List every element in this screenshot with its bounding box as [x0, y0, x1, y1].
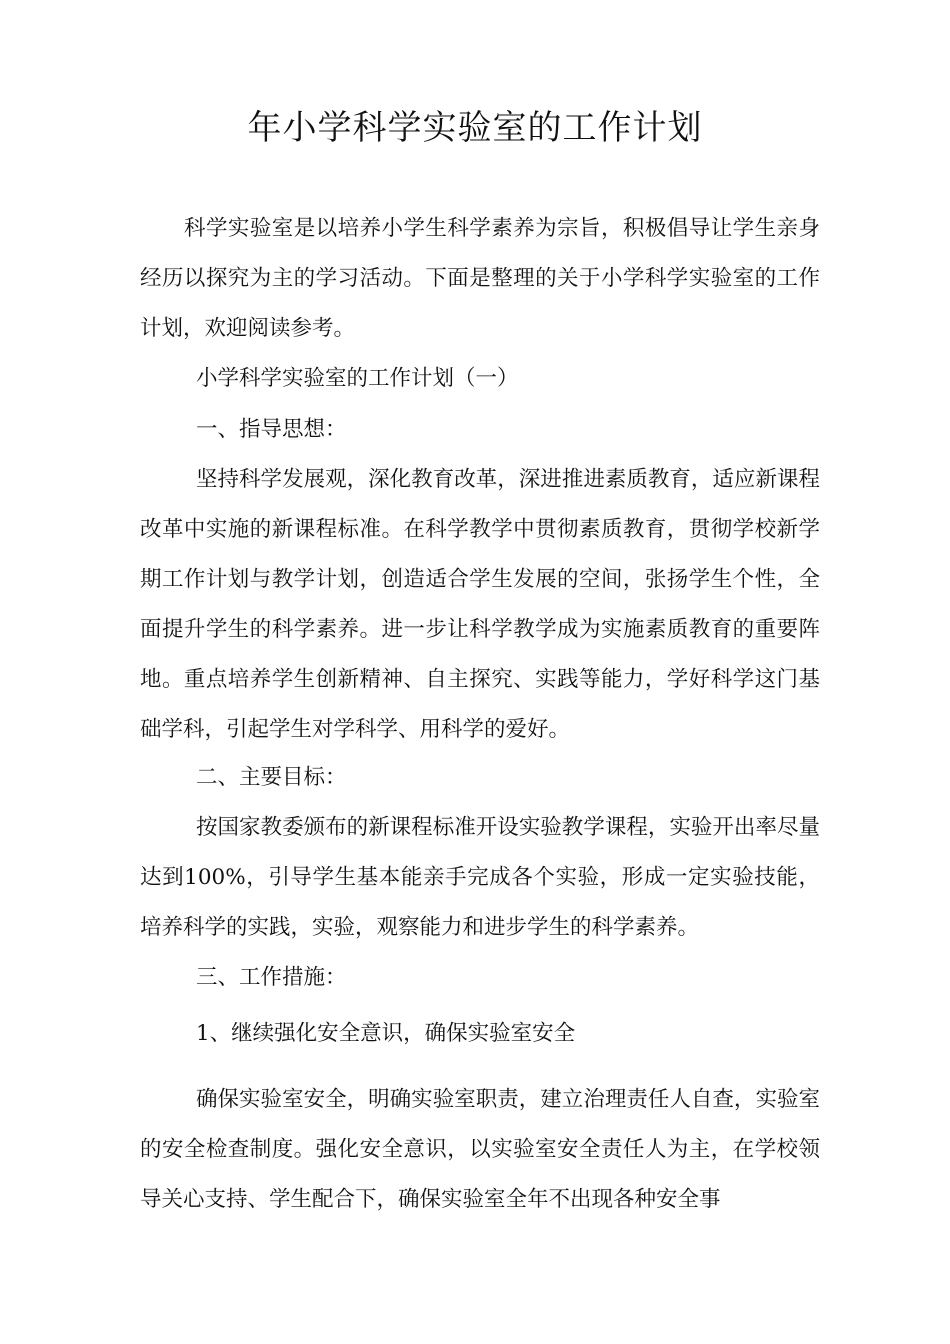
heading-main-goals: 二、主要目标：	[196, 765, 347, 790]
paragraph-main-goals: 按国家教委颁布的新课程标准开设实验教学课程，实验开出率尽量达到100%，引导学生基本能亲手完成各个实验，形成一定实验技能，培养科学的实践，实验，观察能力和进步学生的科学素养。	[140, 815, 820, 940]
heading-guiding-ideology: 一、指导思想：	[196, 417, 347, 442]
subheading-safety: 1、继续强化安全意识，确保实验室安全	[196, 1021, 576, 1046]
section-title: 小学科学实验室的工作计划（一）	[196, 366, 519, 391]
document-title: 年小学科学实验室的工作计划	[247, 108, 703, 148]
intro-paragraph: 科学实验室是以培养小学生科学素养为宗旨，积极倡导让学生亲身经历以探究为主的学习活动。下面是整理的关于小学科学实验室的工作计划，欢迎阅读参考。	[140, 216, 820, 341]
paragraph-guiding-ideology: 坚持科学发展观，深化教育改革，深进推进素质教育，适应新课程改革中实施的新课程标准。在科学教学中贯彻素质教育，贯彻学校新学期工作计划与教学计划，创造适合学生发展的空间，张扬学生个性，全面提升学生的科学素养。进一步让科学教学成为实施素质教育的重要阵地。重点培养学生创新精神、自主探究、实践等能力，学好科学这门基础学科，引起学生对学科学、用科学的爱好。	[140, 467, 820, 742]
heading-work-measures: 三、工作措施：	[196, 965, 347, 990]
paragraph-safety: 确保实验室安全，明确实验室职责，建立治理责任人自查，实验室的安全检查制度。强化安全意识，以实验室安全责任人为主，在学校领导关心支持、学生配合下，确保实验室全年不出现各种安全事	[140, 1087, 820, 1212]
